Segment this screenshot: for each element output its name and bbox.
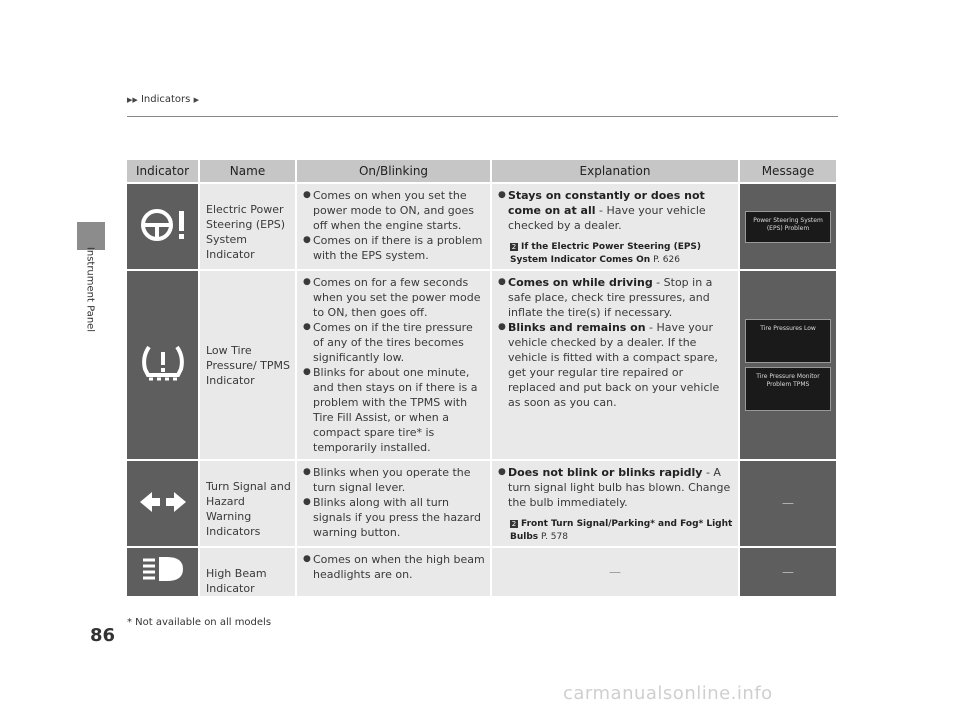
eps-steering-warning-icon [135,203,191,247]
cross-reference-link[interactable] [510,241,738,267]
explanation-cell [492,548,740,596]
on-blinking-cell [297,548,492,596]
xref-arrow-icon: 2 [511,243,517,251]
message-cell [740,548,836,596]
table-row [127,271,836,459]
message-screen: Tire Pressures Low [745,319,831,363]
watermark: carmanualsonline.info [563,683,773,704]
explanation-bold: Comes on while driving [508,276,653,289]
on-blinking-cell [297,271,492,459]
list-item: ● Comes on when the high beam headlights are on. [303,552,486,582]
xref-arrow-icon: 2 [511,520,517,528]
on-blinking-cell [297,461,492,546]
xref-title: Front Turn Signal/Parking* and Fog* Light Bulbs [510,519,733,542]
on-blinking-cell [297,184,492,269]
explanation-text: - Have your vehicle checked by a dealer. If the vehicle is fitted with a compact spare, get your regular tire repaired or replaced and put back on your vehicle as soon as you can. [508,321,720,409]
list-item [498,275,734,320]
list-item [498,465,734,510]
message-screen: Power Steering System (EPS) Problem [745,211,831,243]
breadcrumb-label: Indicators [140,94,191,105]
side-label: Instrument Panel [84,246,96,333]
list-item: ● Blinks along with all turn signals if you press the hazard warning button. [303,495,486,540]
xref-page: P. 578 [538,532,568,542]
header-message: Message [740,160,836,182]
message-screen: Tire Pressure Monitor Problem TPMS [745,367,831,411]
message-cell [740,461,836,546]
header-on-blinking: On/Blinking [297,160,492,182]
high-beam-icon [141,555,185,585]
explanation-bold: Does not blink or blinks rapidly [508,466,703,479]
list-item: ● Comes on for a few seconds when you set the power mode to ON, then goes off. [303,275,486,320]
indicator-cell [127,271,200,459]
indicator-name [200,548,297,596]
cross-reference-link[interactable] [510,518,738,544]
explanation-cell [492,271,740,459]
list-item: ● Blinks for about one minute, and then stays on if there is a problem with the TPMS with Tire Fill Assist, or when a compact spare tire* is temporarily installed. [303,365,486,455]
indicator-name [200,271,297,459]
indicator-name [200,184,297,269]
xref-page: P. 626 [650,255,680,265]
explanation-text: - Stop in a safe place, check tire pressures, and inflate the tire(s) if necessary. [508,276,713,319]
name-text: Turn Signal and Hazard Warning Indicators [206,480,291,538]
table-header-row [127,160,836,182]
list-item: ● Comes on if there is a problem with the EPS system. [303,233,486,263]
name-text: Electric Power Steering (EPS) System Indicator [206,203,286,261]
indicator-name [200,461,297,546]
footnote: * Not available on all models [127,617,272,628]
table-row [127,184,836,269]
name-text: High Beam Indicator [206,567,267,595]
tpms-warning-icon [139,341,187,385]
explanation-text: - Have your vehicle checked by a dealer. [508,204,706,232]
message-cell [740,184,836,269]
header-rule [127,116,838,117]
message-dash: — [782,496,794,510]
breadcrumb-arrow-icon: ▶ [193,96,199,104]
page-number: 86 [90,625,116,646]
explanation-text: - A turn signal light bulb has blown. Change the bulb immediately. [508,466,731,509]
explanation-bold: Blinks and remains on [508,321,646,334]
breadcrumb [127,94,199,105]
xref-title: If the Electric Power Steering (EPS) System Indicator Comes On [510,242,702,265]
list-item [498,320,734,410]
header-indicator: Indicator [127,160,200,182]
turn-signal-arrows-icon [138,488,188,516]
name-text: Low Tire Pressure/ TPMS Indicator [206,343,290,387]
indicator-cell [127,184,200,269]
table-row [127,548,836,596]
header-name: Name [200,160,297,182]
message-dash: — [782,564,794,579]
table-row [127,461,836,546]
explanation-dash: — [609,564,621,579]
breadcrumb-arrow-icon: ▶▶ [127,96,138,104]
header-explanation: Explanation [492,160,740,182]
list-item: ● Blinks when you operate the turn signal lever. [303,465,486,495]
message-cell [740,271,836,459]
indicator-cell [127,461,200,546]
explanation-cell [492,461,740,546]
list-item [498,188,734,233]
explanation-bold: Stays on constantly or does not come on at all [508,189,705,217]
indicators-table [127,158,836,598]
list-item: ● Comes on when you set the power mode to ON, and goes off when the engine starts. [303,188,486,233]
list-item: ● Comes on if the tire pressure of any of the tires becomes significantly low. [303,320,486,365]
explanation-cell [492,184,740,269]
indicator-cell [127,548,200,596]
